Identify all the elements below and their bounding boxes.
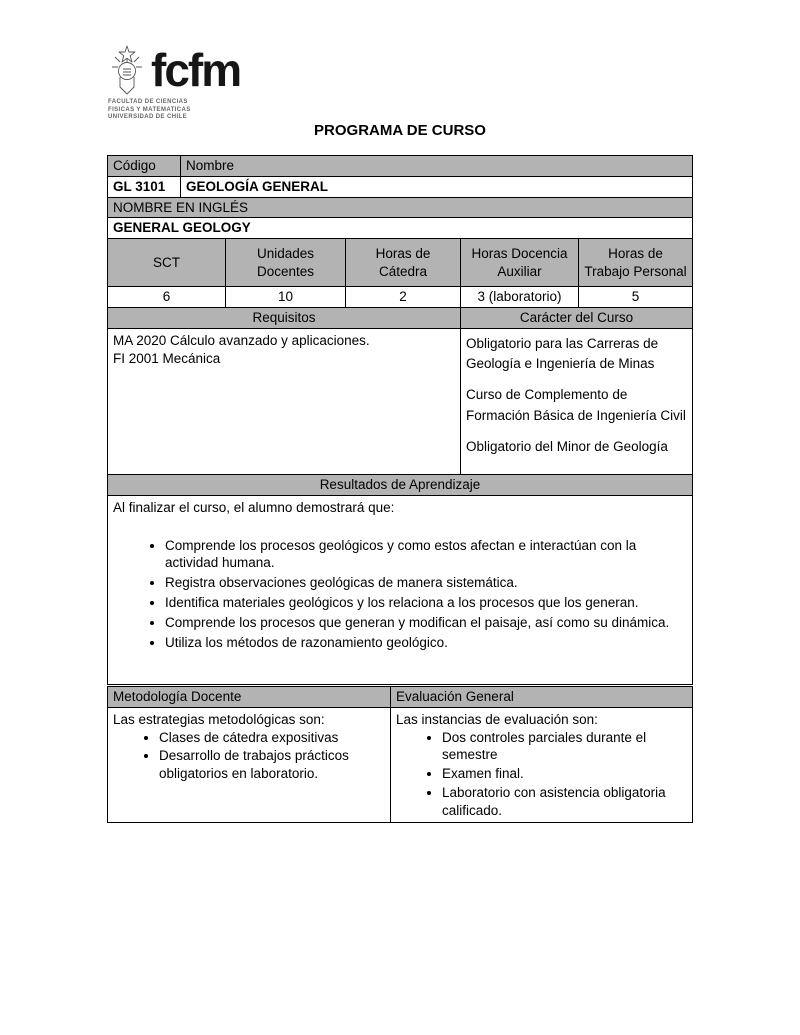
university-seal-icon <box>108 45 146 95</box>
english-value-row <box>108 218 692 239</box>
metodologia-header-cell: Metodología Docente <box>108 687 391 707</box>
caracter-body-cell <box>461 329 692 474</box>
evaluacion-bullet-list <box>396 729 687 820</box>
evaluacion-bullet: • Laboratorio con asistencia obligatoria calificado. <box>442 784 687 820</box>
metodologia-body-cell <box>108 708 391 822</box>
metodologia-intro: Las estrategias metodológicas son: <box>113 711 325 727</box>
horas-trabajo-personal-header-cell: Horas de Trabajo Personal <box>579 239 692 286</box>
code-name-header-row <box>108 156 692 177</box>
horas-catedra-value: 2 <box>346 287 461 307</box>
logo-subtext-line: UNIVERSIDAD DE CHILE <box>108 114 188 120</box>
sct-header-cell: SCT <box>108 239 226 286</box>
horas-docencia-auxiliar-header-cell: Horas Docencia Auxiliar <box>461 239 579 286</box>
course-table <box>107 155 693 685</box>
evaluacion-body-cell <box>391 708 692 822</box>
resultados-intro: Al finalizar el curso, el alumno demostrará que: <box>113 499 395 515</box>
resultados-body-row <box>108 496 692 684</box>
sct-value: 6 <box>108 287 226 307</box>
nombre-value: GEOLOGÍA GENERAL <box>186 178 329 194</box>
evaluacion-intro: Las instancias de evaluación son: <box>396 711 598 727</box>
caracter-paragraph: Curso de Complemento de Formación Básica de Ingeniería Civil <box>466 387 686 423</box>
resultado-bullet: • Utiliza los métodos de razonamiento geológico. <box>165 634 687 652</box>
resultado-bullet: • Comprende los procesos geológicos y como estos afectan e interactúan con la actividad humana. <box>165 537 687 573</box>
method-eval-body-row <box>108 708 692 822</box>
page-title: PROGRAMA DE CURSO <box>314 122 486 139</box>
requisitos-caracter-header-row <box>108 308 692 329</box>
english-header-row <box>108 198 692 219</box>
methodology-evaluation-table <box>107 686 693 823</box>
english-name-value: GENERAL GEOLOGY <box>113 220 251 236</box>
requisito-item: FI 2001 Mecánica <box>113 350 221 366</box>
horas-catedra-header-cell: Horas de Cátedra <box>346 239 461 286</box>
caracter-paragraph: Obligatorio para las Carreras de Geología e Ingeniería de Minas <box>466 335 659 372</box>
metodologia-bullet-list <box>113 729 385 783</box>
caracter-header-cell: Carácter del Curso <box>461 308 692 328</box>
logo-subtext-line: FISICAS Y MATEMATICAS <box>108 106 191 113</box>
unidades-docentes-value: 10 <box>226 287 346 307</box>
resultados-header-row <box>108 475 692 496</box>
requisitos-body-cell <box>108 329 461 474</box>
english-name-header-cell: NOMBRE EN INGLÉS <box>108 198 692 218</box>
resultados-bullet-list <box>113 537 687 652</box>
logo-brand: fcfm <box>151 44 241 96</box>
evaluacion-header-cell: Evaluación General <box>391 687 692 707</box>
metodologia-bullet: • Desarrollo de trabajos prácticos obligatorios en laboratorio. <box>159 747 385 783</box>
code-name-value-row <box>108 177 692 198</box>
method-eval-header-row <box>108 687 692 708</box>
resultado-bullet: • Comprende los procesos que generan y modifican el paisaje, así como su dinámica. <box>165 614 687 632</box>
nombre-header-cell: Nombre <box>181 156 692 176</box>
requisito-item: MA 2020 Cálculo avanzado y aplicaciones. <box>113 332 370 348</box>
metodologia-bullet: • Clases de cátedra expositivas <box>159 729 385 747</box>
requisitos-caracter-body-row <box>108 329 692 475</box>
logo-subtext-line: FACULTAD DE CIENCIAS <box>108 99 188 105</box>
unidades-docentes-header-cell: Unidades Docentes <box>226 239 346 286</box>
requisitos-header-cell: Requisitos <box>108 308 461 328</box>
hours-header-row <box>108 239 692 287</box>
resultado-bullet: • Registra observaciones geológicas de manera sistemática. <box>165 574 687 592</box>
hours-value-row <box>108 287 692 308</box>
resultados-body-cell <box>108 496 692 684</box>
codigo-header-cell: Código <box>108 156 181 176</box>
evaluacion-bullet: • Dos controles parciales durante el semestre <box>442 729 687 765</box>
codigo-value: GL 3101 <box>108 177 181 197</box>
resultado-bullet: • Identifica materiales geológicos y los relaciona a los procesos que los generan. <box>165 594 687 612</box>
horas-trabajo-personal-value: 5 <box>631 289 640 305</box>
resultados-header-cell: Resultados de Aprendizaje <box>108 475 692 495</box>
horas-docencia-auxiliar-value: 3 (laboratorio) <box>461 287 579 307</box>
fcfm-logo <box>108 45 258 122</box>
caracter-paragraph: Obligatorio del Minor de Geología <box>466 438 668 454</box>
evaluacion-bullet: • Examen final. <box>442 765 687 783</box>
